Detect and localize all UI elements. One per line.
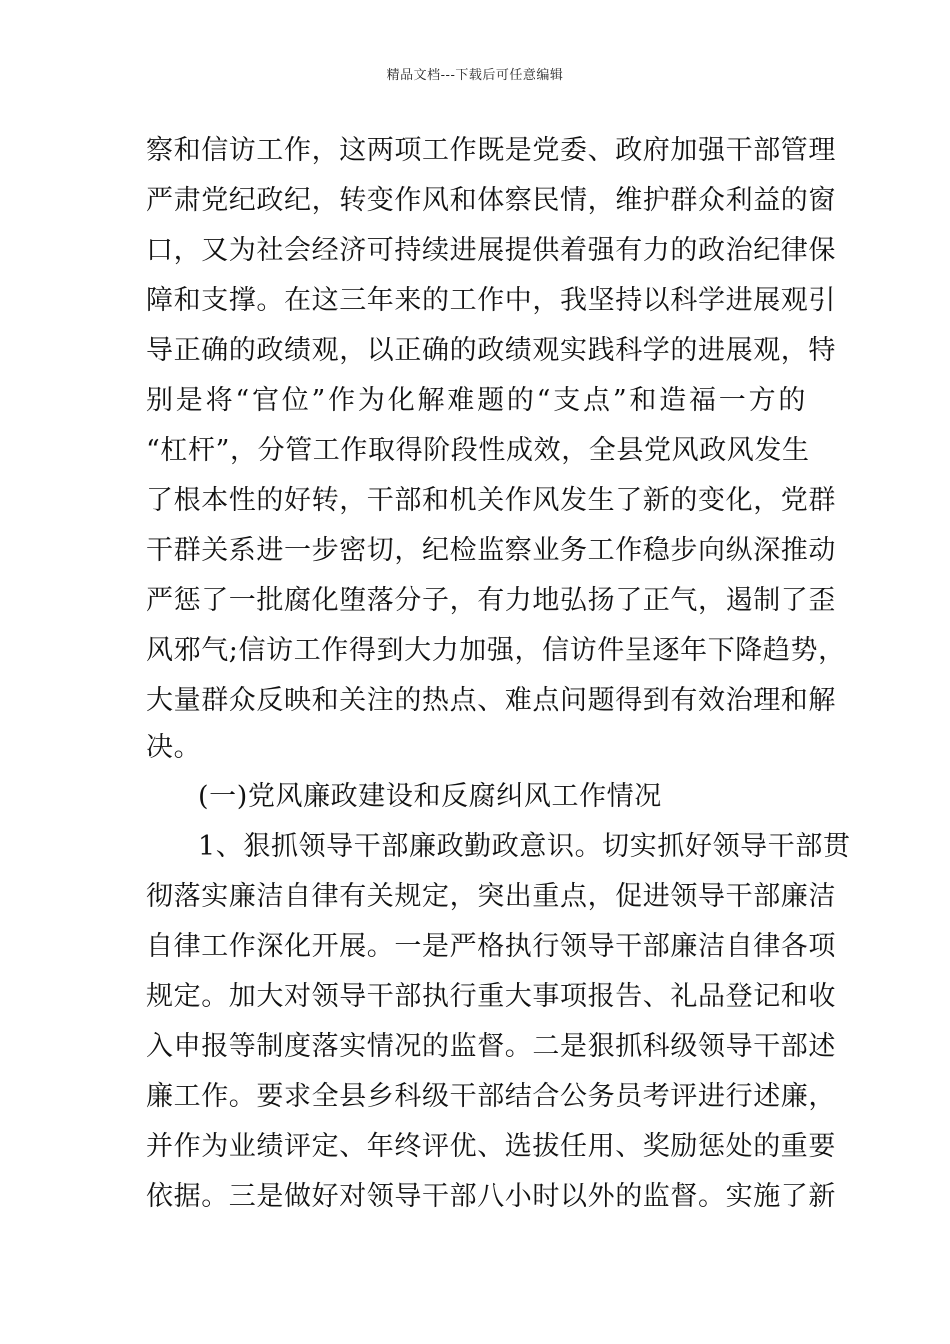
section-heading: (一)党风廉政建设和反腐纠风工作情况: [198, 781, 662, 812]
body-line-6: 别是将“官位”作为化解难题的“支点”和造福一方的: [146, 385, 806, 416]
body-line-9: 干群关系进一步密切，纪检监察业务工作稳步向纵深推动: [146, 535, 836, 566]
body-line-1: 察和信访工作，这两项工作既是党委、政府加强干部管理: [146, 135, 836, 166]
body-line-21: 并作为业绩评定、年终评优、选拔任用、奖励惩处的重要: [146, 1131, 836, 1162]
body-line-4: 障和支撑。在这三年来的工作中，我坚持以科学进展观引: [146, 285, 836, 316]
body-line-20: 廉工作。要求全县乡科级干部结合公务员考评进行述廉，: [146, 1081, 836, 1112]
body-line-19: 入申报等制度落实情况的监督。二是狠抓科级领导干部述: [146, 1031, 836, 1062]
page-header: 精品文档---下载后可任意编辑: [386, 68, 564, 83]
body-line-16: 彻落实廉洁自律有关规定，突出重点，促进领导干部廉洁: [146, 881, 836, 912]
body-line-13: 决。: [146, 732, 202, 763]
body-line-5: 导正确的政绩观，以正确的政绩观实践科学的进展观，特: [146, 335, 836, 366]
body-line-18: 规定。加大对领导干部执行重大事项报告、礼品登记和收: [146, 981, 836, 1012]
body-line-12: 大量群众反映和关注的热点、难点问题得到有效治理和解: [146, 685, 836, 716]
body-line-10: 严惩了一批腐化堕落分子，有力地弘扬了正气，遏制了歪: [146, 585, 836, 616]
body-line-7: “杠杆”，分管工作取得阶段性成效，全县党风政风发生: [146, 435, 810, 466]
body-line-15: 1、狠抓领导干部廉政勤政意识。切实抓好领导干部贯: [198, 831, 851, 862]
body-line-17: 自律工作深化开展。一是严格执行领导干部廉洁自律各项: [146, 931, 836, 962]
body-line-22: 依据。三是做好对领导干部八小时以外的监督。实施了新: [146, 1181, 836, 1212]
body-line-11: 风邪气;信访工作得到大力加强，信访件呈逐年下降趋势，: [146, 635, 846, 666]
body-line-8: 了根本性的好转，干部和机关作风发生了新的变化，党群: [146, 485, 836, 516]
body-line-2: 严肃党纪政纪，转变作风和体察民情，维护群众利益的窗: [146, 185, 836, 216]
body-line-3: 口，又为社会经济可持续进展提供着强有力的政治纪律保: [146, 235, 836, 266]
